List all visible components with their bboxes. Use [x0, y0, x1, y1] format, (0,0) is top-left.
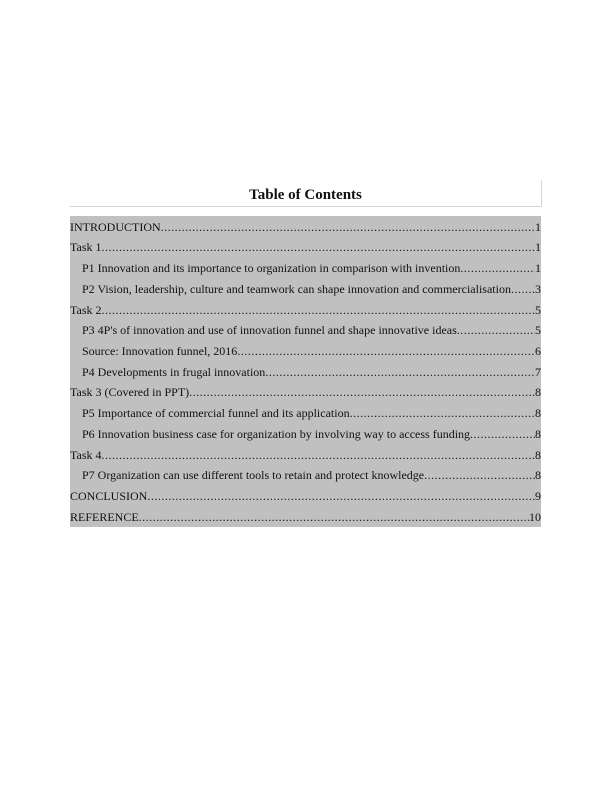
toc-entry-task-1[interactable] [70, 237, 541, 258]
toc-entry-p4[interactable] [70, 361, 541, 382]
toc-page-number: 1 [535, 219, 541, 234]
toc-page-number: 10 [529, 509, 541, 524]
toc-leader [237, 343, 535, 359]
toc-entry-task-2[interactable] [70, 299, 541, 320]
toc-entry-label: P6 Innovation business case for organization by involving way to access funding [82, 426, 471, 441]
toc-entry-label: P1 Innovation and its importance to organization in comparison with invention [82, 261, 461, 276]
toc-leader [511, 281, 535, 297]
toc-page-number: 1 [535, 261, 541, 276]
toc-page-number: 5 [535, 302, 541, 317]
toc-page-number: 8 [535, 447, 541, 462]
toc-leader [102, 239, 536, 255]
toc-entry-label: P4 Developments in frugal innovation [82, 364, 266, 379]
toc-leader [265, 364, 535, 380]
toc-entry-p7[interactable] [70, 465, 541, 486]
toc-entry-label: P5 Importance of commercial funnel and its application [82, 406, 350, 421]
toc-list [70, 216, 541, 527]
toc-page-number: 8 [535, 406, 541, 421]
toc-entry-label: Task 2 [70, 302, 102, 317]
toc-entry-label: INTRODUCTION [70, 219, 161, 234]
toc-leader [189, 384, 535, 400]
toc-entry-label: Task 4 [70, 447, 102, 462]
toc-page-number: 3 [535, 281, 541, 296]
toc-page-number: 8 [535, 426, 541, 441]
toc-page-number: 8 [535, 385, 541, 400]
toc-entry-label: P3 4P's of innovation and use of innovation funnel and shape innovative ideas [82, 323, 457, 338]
toc-entry-p6[interactable] [70, 423, 541, 444]
toc-leader [470, 426, 535, 442]
toc-leader [350, 405, 535, 421]
toc-entry-label: Task 3 (Covered in PPT) [70, 385, 190, 400]
toc-page-number: 8 [535, 468, 541, 483]
toc-entry-source[interactable] [70, 340, 541, 361]
toc-leader [424, 467, 535, 483]
toc-title: Table of Contents [249, 187, 362, 203]
toc-leader [147, 488, 535, 504]
toc-leader [460, 260, 535, 276]
toc-entry-task-3[interactable] [70, 382, 541, 403]
toc-entry-introduction[interactable] [70, 216, 541, 237]
toc-entry-label: REFERENCE [70, 509, 139, 524]
toc-page-number: 7 [535, 364, 541, 379]
toc-entry-label: P2 Vision, leadership, culture and teamwork can shape innovation and commercialisation [82, 281, 511, 296]
toc-entry-p1[interactable] [70, 257, 541, 278]
toc-leader [139, 509, 529, 525]
toc-page-number: 5 [535, 323, 541, 338]
toc-entry-p5[interactable] [70, 402, 541, 423]
toc-entry-label: CONCLUSION [70, 489, 148, 504]
toc-page-number: 1 [535, 240, 541, 255]
toc-leader [457, 322, 535, 338]
toc-entry-p2[interactable] [70, 278, 541, 299]
toc-entry-reference[interactable] [70, 506, 541, 527]
toc-entry-label: Task 1 [70, 240, 102, 255]
toc-leader [102, 302, 536, 318]
toc-leader [102, 447, 536, 463]
toc-entry-conclusion[interactable] [70, 485, 541, 506]
toc-entry-label: Source: Innovation funnel, 2016 [82, 344, 238, 359]
toc-leader [161, 219, 535, 235]
toc-entry-label: P7 Organization can use different tools to retain and protect knowledge [82, 468, 425, 483]
toc-page-number: 6 [535, 344, 541, 359]
toc-entry-task-4[interactable] [70, 444, 541, 465]
toc-page-number: 9 [535, 489, 541, 504]
toc-entry-p3[interactable] [70, 320, 541, 341]
